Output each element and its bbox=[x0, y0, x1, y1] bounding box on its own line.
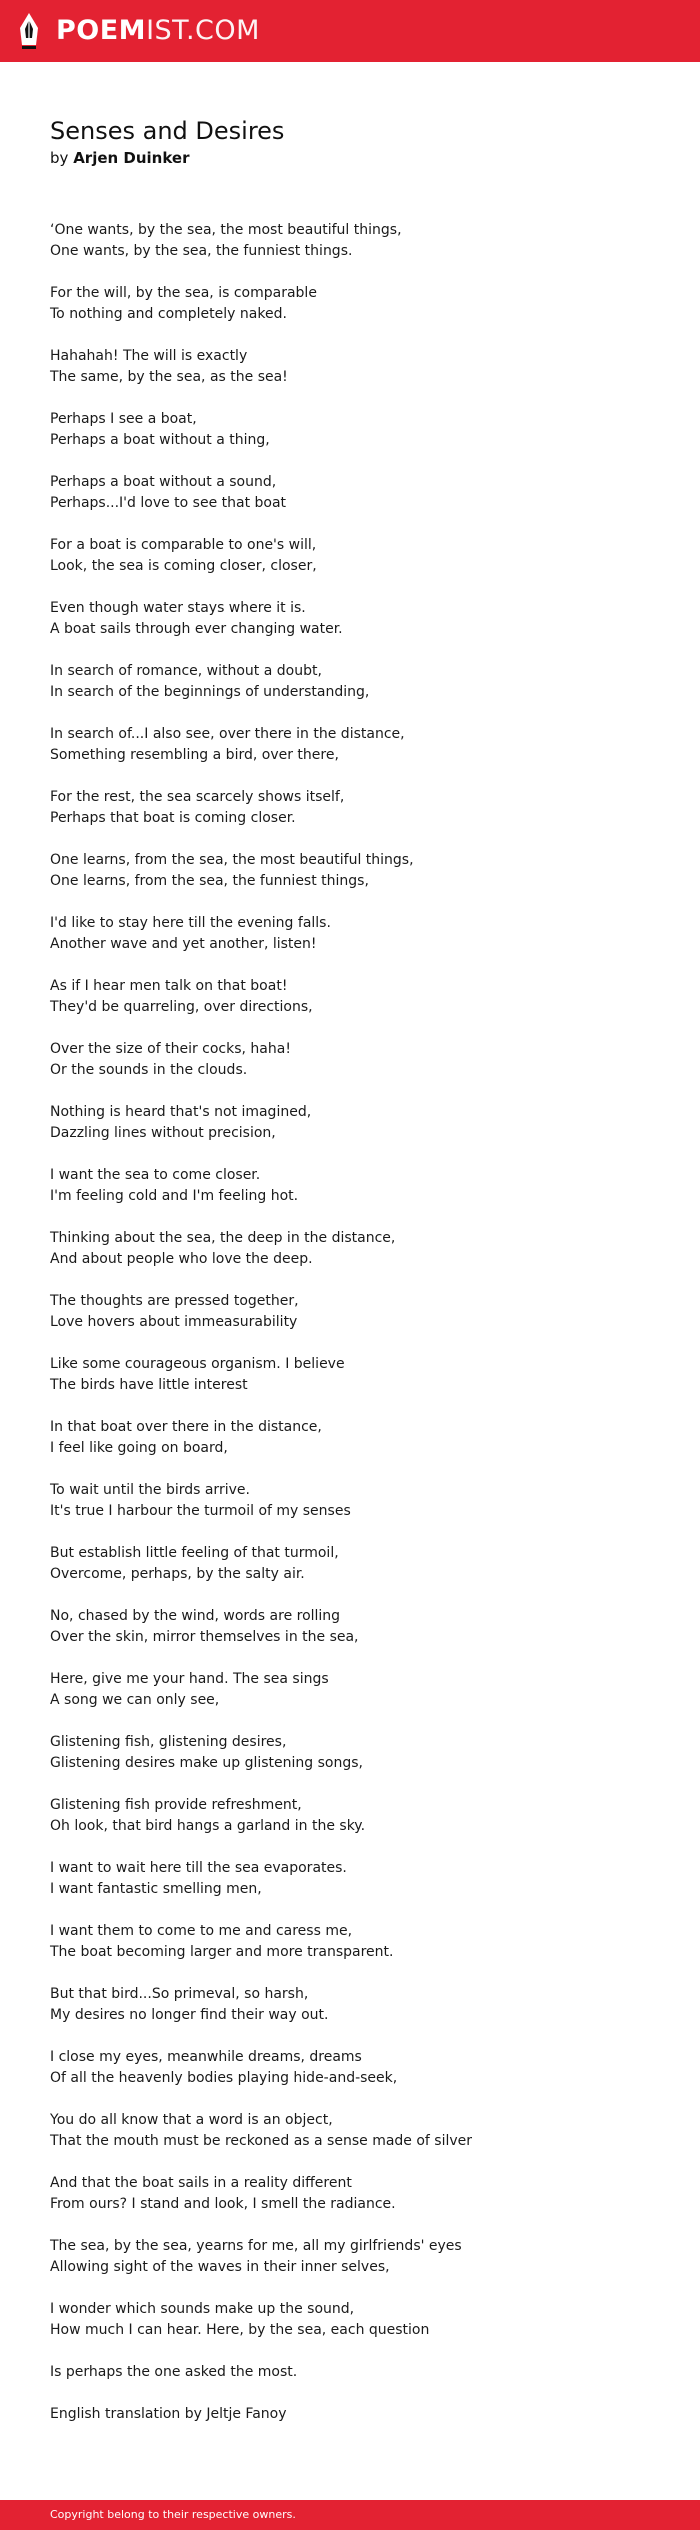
stanza bbox=[50, 2299, 650, 2341]
poem-line: The sea, by the sea, yearns for me, all my girlfriends' eyes bbox=[50, 2238, 462, 2254]
poem-line: Of all the heavenly bodies playing hide-and-seek, bbox=[50, 2070, 398, 2086]
poem-line: Hahahah! The will is exactly bbox=[50, 348, 248, 364]
poem-line: I close my eyes, meanwhile dreams, dreams bbox=[50, 2049, 362, 2065]
poem-line: For a boat is comparable to one's will, bbox=[50, 537, 317, 553]
poem-line: How much I can hear. Here, by the sea, each question bbox=[50, 2322, 430, 2338]
stanza bbox=[50, 2236, 650, 2278]
poem-line: I feel like going on board, bbox=[50, 1440, 228, 1456]
poem-line: They'd be quarreling, over directions, bbox=[50, 999, 313, 1015]
poem-line: In that boat over there in the distance, bbox=[50, 1419, 322, 1435]
stanza bbox=[50, 1669, 650, 1711]
stanza bbox=[50, 1606, 650, 1648]
poem-line: Even though water stays where it is. bbox=[50, 600, 306, 616]
poem-line: I'm feeling cold and I'm feeling hot. bbox=[50, 1188, 299, 1204]
site-header bbox=[0, 0, 700, 62]
site-logo-text bbox=[56, 12, 260, 50]
stanza bbox=[50, 598, 650, 640]
poem-line: My desires no longer find their way out. bbox=[50, 2007, 329, 2023]
poem-line: The boat becoming larger and more transparent. bbox=[50, 1944, 394, 1960]
stanza bbox=[50, 850, 650, 892]
logo-text-light: IST.COM bbox=[146, 15, 260, 46]
poem-line: One wants, by the sea, the funniest things. bbox=[50, 243, 353, 259]
poem-line: Or the sounds in the clouds. bbox=[50, 1062, 248, 1078]
poem-line: From ours? I stand and look, I smell the radiance. bbox=[50, 2196, 396, 2212]
poem-line: Over the size of their cocks, haha! bbox=[50, 1041, 291, 1057]
poem-heading bbox=[50, 116, 284, 168]
author-name: Arjen Duinker bbox=[73, 149, 190, 167]
stanza bbox=[50, 2047, 650, 2089]
poem-line: Here, give me your hand. The sea sings bbox=[50, 1671, 329, 1687]
copyright-notice: Copyright belong to their respective owners. bbox=[50, 2508, 296, 2521]
poem-line: The thoughts are pressed together, bbox=[50, 1293, 299, 1309]
pen-nib-icon bbox=[16, 12, 42, 50]
stanza bbox=[50, 2173, 650, 2215]
poem-line: Glistening fish, glistening desires, bbox=[50, 1734, 287, 1750]
poem-line: Love hovers about immeasurability bbox=[50, 1314, 298, 1330]
poem-line: Another wave and yet another, listen! bbox=[50, 936, 317, 952]
poem-line: Nothing is heard that's not imagined, bbox=[50, 1104, 312, 1120]
poem-line: In search of romance, without a doubt, bbox=[50, 663, 322, 679]
stanza bbox=[50, 787, 650, 829]
stanza bbox=[50, 1543, 650, 1585]
stanza bbox=[50, 661, 650, 703]
poem-line: Over the skin, mirror themselves in the sea, bbox=[50, 1629, 359, 1645]
poem-line: Glistening desires make up glistening songs, bbox=[50, 1755, 363, 1771]
poem-line: I'd like to stay here till the evening falls. bbox=[50, 915, 331, 931]
site-logo-link[interactable] bbox=[16, 12, 260, 50]
stanza bbox=[50, 283, 650, 325]
poem-line: You do all know that a word is an object, bbox=[50, 2112, 333, 2128]
byline bbox=[50, 148, 284, 168]
poem-line: Perhaps I see a boat, bbox=[50, 411, 197, 427]
poem-line: To wait until the birds arrive. bbox=[50, 1482, 250, 1498]
site-footer bbox=[0, 2500, 700, 2530]
poem-line: No, chased by the wind, words are rolling bbox=[50, 1608, 341, 1624]
poem-line: For the rest, the sea scarcely shows itself, bbox=[50, 789, 345, 805]
poem-line: It's true I harbour the turmoil of my senses bbox=[50, 1503, 351, 1519]
poem-line: Dazzling lines without precision, bbox=[50, 1125, 276, 1141]
stanza bbox=[50, 724, 650, 766]
stanza bbox=[50, 220, 650, 262]
poem-line: In search of the beginnings of understanding, bbox=[50, 684, 370, 700]
stanza bbox=[50, 409, 650, 451]
translation-credit: English translation by Jeltje Fanoy bbox=[50, 2406, 287, 2422]
poem-line: I want the sea to come closer. bbox=[50, 1167, 261, 1183]
poem-line: As if I hear men talk on that boat! bbox=[50, 978, 288, 994]
poem-line: But that bird...So primeval, so harsh, bbox=[50, 1986, 309, 2002]
poem-line: One learns, from the sea, the most beautiful things, bbox=[50, 852, 414, 868]
byline-prefix: by bbox=[50, 149, 69, 167]
poem-line: Allowing sight of the waves in their inner selves, bbox=[50, 2259, 390, 2275]
poem-line: For the will, by the sea, is comparable bbox=[50, 285, 317, 301]
poem-body bbox=[50, 220, 650, 2425]
poem-line: I want fantastic smelling men, bbox=[50, 1881, 262, 1897]
poem-line: Perhaps a boat without a thing, bbox=[50, 432, 270, 448]
poem-title: Senses and Desires bbox=[50, 117, 285, 145]
stanza bbox=[50, 976, 650, 1018]
poem-line: Like some courageous organism. I believe bbox=[50, 1356, 345, 1372]
stanza bbox=[50, 1480, 650, 1522]
stanza bbox=[50, 1732, 650, 1774]
stanza bbox=[50, 1858, 650, 1900]
stanza bbox=[50, 472, 650, 514]
poem-line: Look, the sea is coming closer, closer, bbox=[50, 558, 317, 574]
stanza bbox=[50, 1984, 650, 2026]
stanza bbox=[50, 2110, 650, 2152]
stanza bbox=[50, 1354, 650, 1396]
poem-line: I wonder which sounds make up the sound, bbox=[50, 2301, 355, 2317]
poem-line: I want them to come to me and caress me, bbox=[50, 1923, 353, 1939]
stanza bbox=[50, 1795, 650, 1837]
poem-line: And that the boat sails in a reality different bbox=[50, 2175, 352, 2191]
stanza bbox=[50, 1921, 650, 1963]
poem-line: Perhaps a boat without a sound, bbox=[50, 474, 277, 490]
stanza bbox=[50, 1417, 650, 1459]
poem-line: The same, by the sea, as the sea! bbox=[50, 369, 288, 385]
poem-line: Thinking about the sea, the deep in the distance, bbox=[50, 1230, 396, 1246]
poem-line: Perhaps that boat is coming closer. bbox=[50, 810, 296, 826]
poem-line: But establish little feeling of that turmoil, bbox=[50, 1545, 339, 1561]
poem-line: To nothing and completely naked. bbox=[50, 306, 287, 322]
poem-line: One learns, from the sea, the funniest things, bbox=[50, 873, 369, 889]
stanza bbox=[50, 1102, 650, 1144]
stanza bbox=[50, 2362, 650, 2383]
stanza bbox=[50, 1039, 650, 1081]
poem-line: The birds have little interest bbox=[50, 1377, 248, 1393]
poem-line: A song we can only see, bbox=[50, 1692, 220, 1708]
poem-line: Oh look, that bird hangs a garland in the sky. bbox=[50, 1818, 366, 1834]
stanza bbox=[50, 913, 650, 955]
stanza bbox=[50, 1165, 650, 1207]
stanza bbox=[50, 1228, 650, 1270]
poem-line: A boat sails through ever changing water. bbox=[50, 621, 343, 637]
poem-line: In search of...I also see, over there in the distance, bbox=[50, 726, 405, 742]
stanza bbox=[50, 1291, 650, 1333]
poem-line: I want to wait here till the sea evaporates. bbox=[50, 1860, 347, 1876]
poem-line: That the mouth must be reckoned as a sense made of silver bbox=[50, 2133, 473, 2149]
stanza bbox=[50, 535, 650, 577]
poem-line: And about people who love the deep. bbox=[50, 1251, 313, 1267]
logo-text-bold: POEM bbox=[56, 15, 147, 46]
poem-line: Overcome, perhaps, by the salty air. bbox=[50, 1566, 305, 1582]
poem-line: Is perhaps the one asked the most. bbox=[50, 2364, 298, 2380]
poem-line: Perhaps...I'd love to see that boat bbox=[50, 495, 287, 511]
poem-line: Something resembling a bird, over there, bbox=[50, 747, 339, 763]
poem-line: Glistening fish provide refreshment, bbox=[50, 1797, 302, 1813]
poem-line: ‘One wants, by the sea, the most beautiful things, bbox=[50, 222, 402, 238]
stanza bbox=[50, 346, 650, 388]
